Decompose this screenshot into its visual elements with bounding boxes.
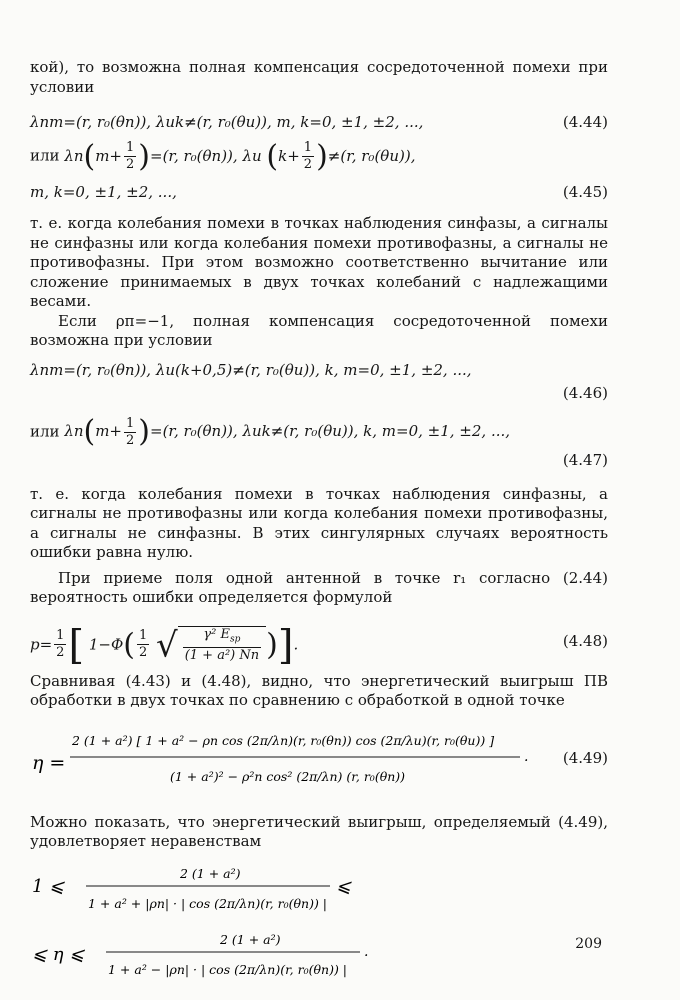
svg-text:1 + a² − |ρп| · | cos (2π/λп)(: 1 + a² − |ρп| · | cos (2π/λп)(r, r₀(θп)) | bbox=[108, 961, 348, 977]
equation-4-45-lead: или bbox=[30, 146, 60, 165]
equation-number-4-46: (4.46) bbox=[562, 383, 608, 402]
equation-4-47-lead: или bbox=[30, 422, 60, 440]
svg-text:.: . bbox=[364, 943, 369, 960]
equation-4-45-line-2 bbox=[30, 183, 608, 202]
equation-4-47-formula: λп(m+ $\frac{1}{2}$ )=(r, r₀(θп)), λuk≠(r, r₀(θu)), k, m=0, ±1, ±2, ..., bbox=[64, 414, 511, 449]
equation-4-46-number-line bbox=[30, 384, 608, 406]
equation-4-45-index: m, k=0, ±1, ±2, ..., bbox=[30, 183, 177, 201]
svg-text:.: . bbox=[524, 748, 529, 765]
paragraph-4: т. е. когда колебания помехи в точках наблюдения синфазны, а сигналы не противофазны или когда колебания помехи противофазны, а сигналы не синфазны. В этих сингулярных случаях вероятность ошибки равна нулю. bbox=[30, 484, 608, 561]
equation-4-49 bbox=[30, 721, 608, 803]
equation-4-48-formula: p= $\frac{1}{2}$ [ 1−Φ( $\frac{1}{2}$ √ $\frac{\gamma^2 E_{sр}}{\text{(1 + a²) Nп}}$ )]. bbox=[30, 621, 299, 668]
equation-4-48 bbox=[30, 618, 608, 668]
equation-number-4-49: (4.49) bbox=[562, 748, 608, 767]
equation-number-4-48: (4.48) bbox=[562, 631, 608, 650]
paragraph-7: Можно показать, что энергетический выигрыш, определяемый (4.49), удовлетворяет неравенствам bbox=[30, 812, 608, 850]
equation-4-46 bbox=[30, 361, 608, 380]
equation-4-44 bbox=[30, 113, 608, 132]
svg-text:2 (1 + a²): 2 (1 + a²) bbox=[180, 865, 241, 881]
svg-text:1 ⩽: 1 ⩽ bbox=[32, 875, 65, 897]
inequality-block bbox=[30, 864, 608, 982]
paragraph-3: Если ρп=−1, полная компенсация сосредоточенной помехи возможна при условии bbox=[30, 311, 608, 349]
equation-4-47 bbox=[30, 416, 608, 449]
svg-text:⩽: ⩽ bbox=[336, 875, 352, 897]
paragraph-6: Сравнивая (4.43) и (4.48), видно, что энергетический выигрыш ПВ обработки в двух точках по сравнению с обработкой в одной точке bbox=[30, 671, 608, 709]
svg-text:1 + a² + |ρп| · | cos (2π/λп)(: 1 + a² + |ρп| · | cos (2π/λп)(r, r₀(θп)) | bbox=[88, 895, 328, 911]
svg-text:2 (1 + a²) [ 1 + a² − ρп cos (: 2 (1 + a²) [ 1 + a² − ρп cos (2π/λп)(r, r₀(θп)) cos (2π/λu)(r, r₀(θu)) ] bbox=[72, 732, 495, 748]
paragraph-1: кой), то возможна полная компенсация сосредоточенной помехи при условии bbox=[30, 58, 608, 96]
svg-text:2 (1 + a²): 2 (1 + a²) bbox=[220, 931, 281, 947]
equation-number-4-44: (4.44) bbox=[562, 113, 608, 131]
svg-text:η =: η = bbox=[32, 751, 66, 774]
inequality-graphic bbox=[30, 864, 608, 982]
equation-4-45-line-1 bbox=[30, 140, 608, 173]
svg-text:⩽ η ⩽: ⩽ η ⩽ bbox=[32, 943, 85, 965]
paragraph-5: При приеме поля одной антенной в точке r₁ согласно (2.44) вероятность ошибки определяется формулой bbox=[30, 568, 608, 606]
equation-number-4-45: (4.45) bbox=[562, 183, 608, 201]
equation-4-45-formula: λп(m+ $\frac{1}{2}$ )=(r, r₀(θп)), λu (k+ $\frac{1}{2}$ )≠(r, r₀(θu)), bbox=[64, 138, 416, 174]
svg-text:(1 + a²)² − ρ²п cos² (2π/λп) (: (1 + a²)² − ρ²п cos² (2π/λп) (r, r₀(θп)) bbox=[170, 768, 406, 784]
text-column bbox=[30, 48, 608, 982]
equation-number-4-47: (4.47) bbox=[562, 450, 608, 469]
equation-4-49-graphic bbox=[30, 721, 608, 803]
paragraph-2: т. е. когда колебания помехи в точках наблюдения синфазы, а сигналы не синфазны или когда колебания помехи противофазны, а сигналы не противофазны. При этом возможно соответственно вычитание или сложение принимаемых в двух точках колебаний с надлежащими весами. bbox=[30, 214, 608, 310]
page-number: 209 bbox=[575, 936, 602, 952]
equation-4-44-body: λпm=(r, r₀(θп)), λuk≠(r, r₀(θu)), m, k=0, ±1, ±2, ..., bbox=[30, 113, 424, 131]
equation-4-47-number-line bbox=[30, 451, 608, 473]
equation-4-46-body: λпm=(r, r₀(θп)), λu(k+0,5)≠(r, r₀(θu)), k, m=0, ±1, ±2, ..., bbox=[30, 360, 472, 379]
